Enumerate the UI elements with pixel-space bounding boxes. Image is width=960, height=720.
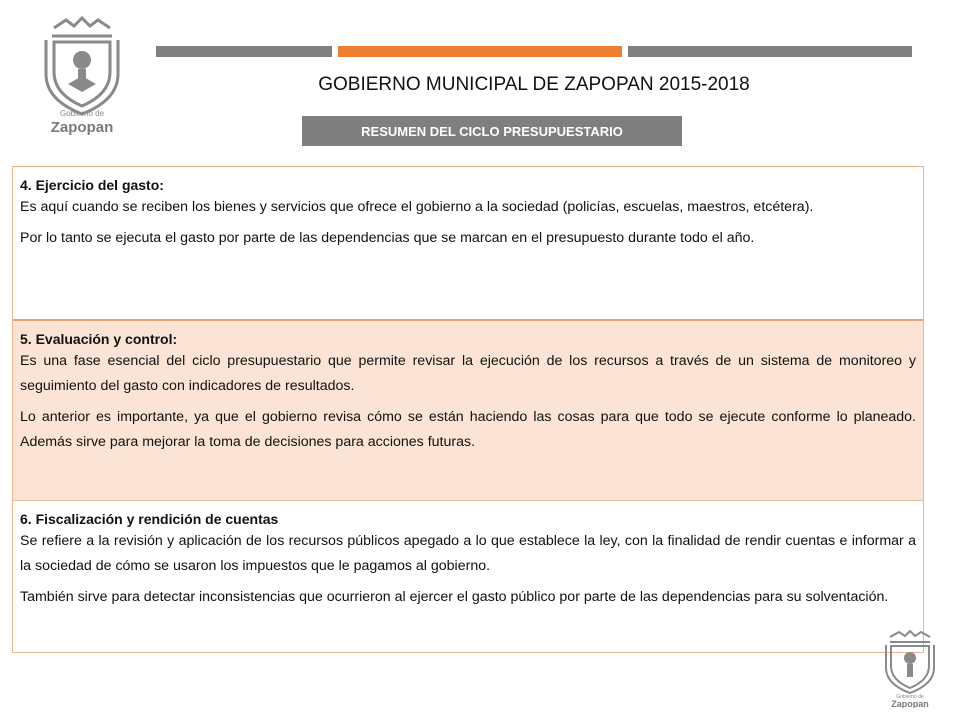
zapopan-logo-small [878, 628, 942, 708]
section-fiscalizacion [13, 501, 923, 652]
section-ejercicio-gasto [13, 167, 923, 319]
header-bar-left [156, 46, 332, 57]
section-paragraph: Por lo tanto se ejecuta el gasto por parte de las dependencias que se marcan en el presupuesto durante todo el año. [20, 230, 755, 246]
section-evaluacion-control [13, 319, 923, 501]
coat-of-arms-icon [34, 14, 130, 136]
section-paragraph: Es una fase esencial del ciclo presupuestario que permite revisar la ejecución de los recursos a través de un sistema de monitoreo y seguimiento del gasto con indicadores de resultados. [20, 353, 916, 394]
svg-text:Gobierno de: Gobierno de [59, 109, 105, 118]
content-table [12, 166, 924, 653]
section-subtitle: RESUMEN DEL CICLO PRESUPUESTARIO [302, 116, 682, 146]
section-paragraph: Lo anterior es importante, ya que el gobierno revisa cómo se están haciendo las cosas para que todo se ejecute conforme lo planeado. Además sirve para mejorar la toma de decisiones para acciones futuras. [20, 409, 916, 450]
section-paragraph: Es aquí cuando se reciben los bienes y servicios que ofrece el gobierno a la sociedad (policías, escuelas, maestros, etcétera). [20, 199, 814, 215]
section-title: 6. Fiscalización y rendición de cuentas [20, 511, 279, 527]
page-title: GOBIERNO MUNICIPAL DE ZAPOPAN 2015-2018 [318, 74, 750, 95]
zapopan-logo [34, 14, 130, 136]
svg-text:Zapopan: Zapopan [891, 699, 929, 708]
section-paragraph: También sirve para detectar inconsistencias que ocurrieron al ejercer el gasto público por parte de las dependencias para su solventación. [20, 589, 889, 605]
header-bar-center [338, 46, 622, 57]
section-paragraph: Se refiere a la revisión y aplicación de los recursos públicos apegado a lo que establece la ley, con la finalidad de rendir cuentas e informar a la sociedad de cómo se usaron los impuestos que le pagamos al gobierno. [20, 533, 916, 574]
svg-text:Zapopan: Zapopan [50, 119, 114, 136]
section-title: 4. Ejercicio del gasto: [20, 177, 164, 193]
coat-of-arms-icon [878, 628, 942, 708]
section-title: 5. Evaluación y control: [20, 331, 178, 347]
svg-text:Gobierno de: Gobierno de [896, 694, 924, 700]
header-bar-right [628, 46, 912, 57]
